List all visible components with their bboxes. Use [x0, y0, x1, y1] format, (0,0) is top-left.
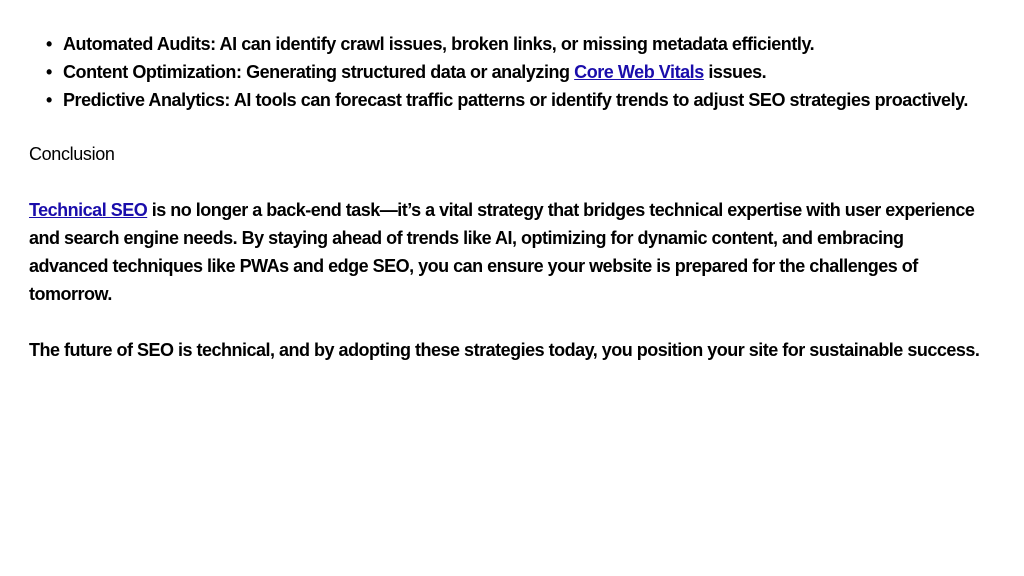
conclusion-paragraph [29, 196, 984, 308]
list-item [29, 58, 984, 86]
bullet-list [29, 30, 984, 114]
bullet-text-before: Content Optimization: Generating structured data or analyzing [63, 62, 575, 82]
technical-seo-link[interactable]: Technical SEO [29, 200, 148, 220]
bullet-text-after: issues. [703, 62, 767, 82]
bullet-icon: • [46, 34, 52, 54]
core-web-vitals-link[interactable]: Core Web Vitals [574, 62, 704, 82]
list-item [29, 30, 984, 58]
bullet-icon: • [46, 62, 52, 82]
bullet-text: Automated Audits: AI can identify crawl issues, broken links, or missing metadata efficiently. [63, 34, 815, 54]
conclusion-paragraph-text: is no longer a back-end task—it’s a vital strategy that bridges technical expertise with user experience and search engine needs. By staying ahead of trends like AI, optimizing for dynamic content, and embracing advanced techniques like PWAs and edge SEO, you can ensure your website is prepared for the challenges of tomorrow. [29, 200, 975, 304]
conclusion-heading: Conclusion [29, 144, 115, 164]
closing-paragraph: The future of SEO is technical, and by adopting these strategies today, you position your site for sustainable success. [29, 340, 980, 360]
bullet-text: Predictive Analytics: AI tools can forecast traffic patterns or identify trends to adjust SEO strategies proactively. [63, 90, 968, 110]
list-item [29, 86, 984, 114]
bullet-icon: • [46, 90, 52, 110]
